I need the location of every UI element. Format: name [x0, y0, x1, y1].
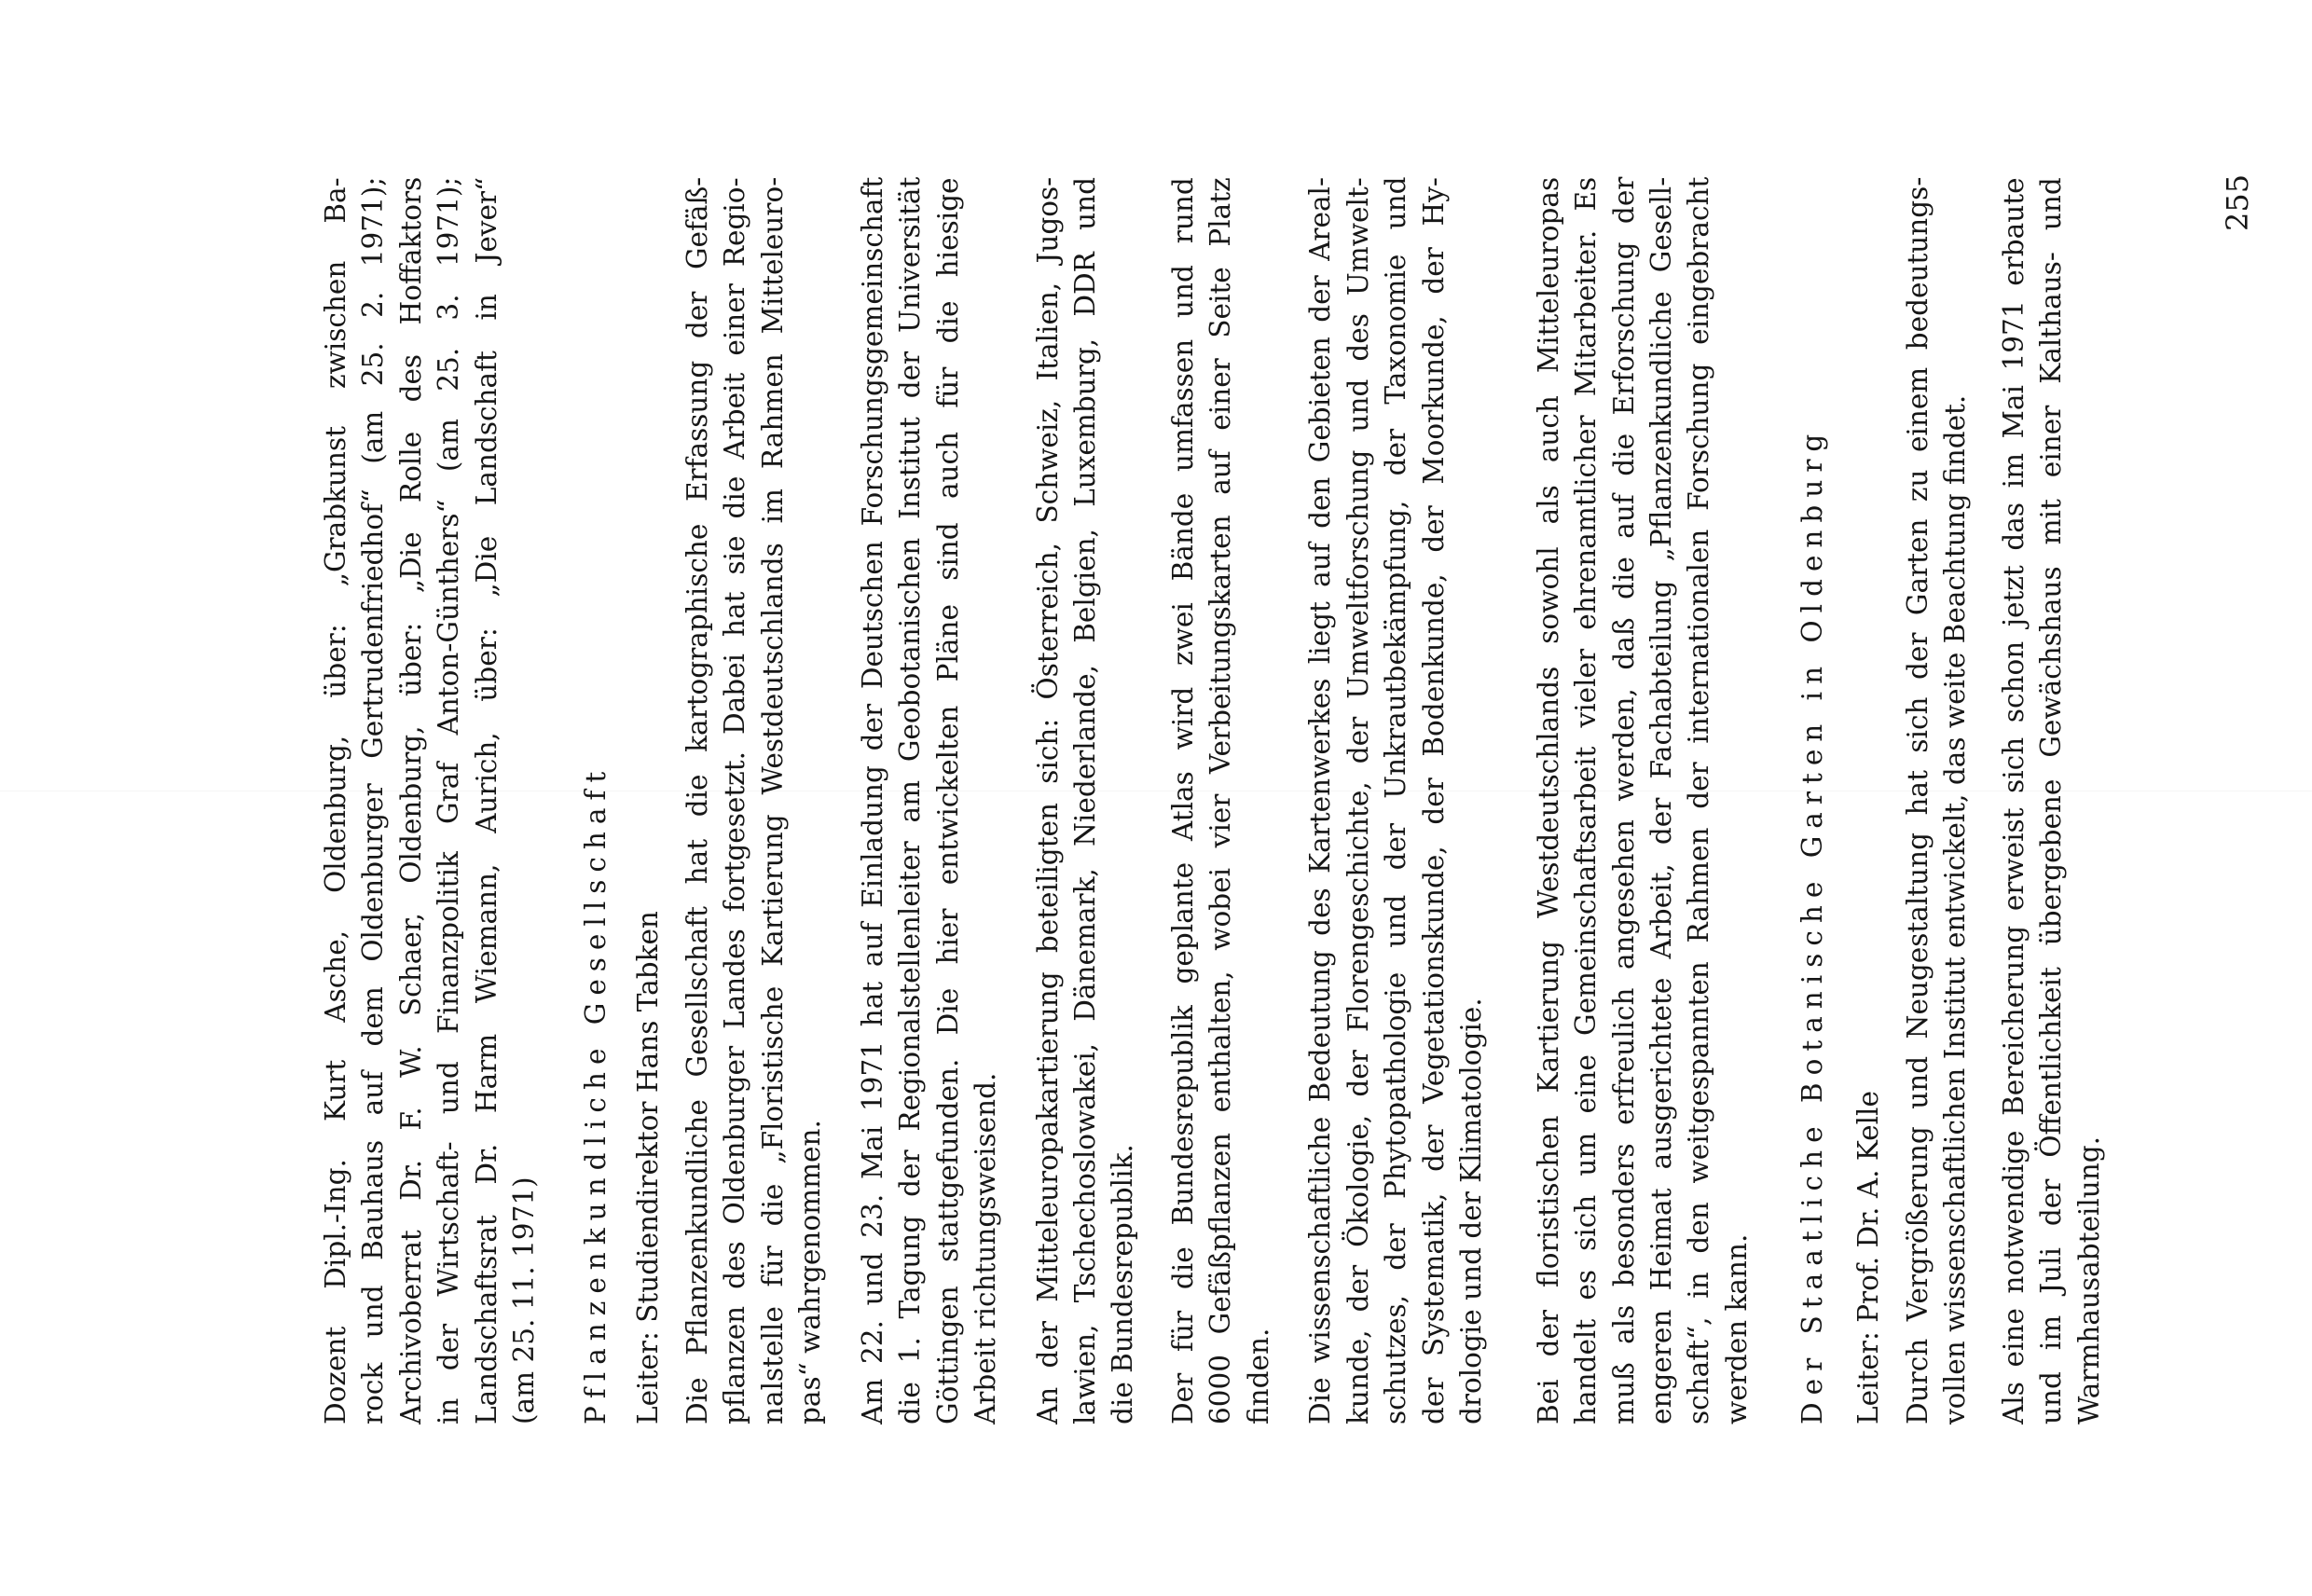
section-heading: Der Staatliche Botanische Garten in Oldenburg: [1796, 426, 1828, 1424]
text-line: Leiter: Studiendirektor Hans Tabken: [632, 911, 664, 1424]
text-line: rock und Bauhaus auf dem Oldenburger Gertrudenfriedhof“ (am 25. 2. 1971);: [357, 176, 389, 1424]
text-line: schutzes, der Phytopathologie und der Unkrautbekämpfung, der Taxonomie und: [1380, 176, 1411, 1424]
text-line: 6000 Gefäßpflanzen enthalten, wobei vier Verbeitungskarten auf einer Seite Platz: [1204, 177, 1236, 1424]
section-heading: Pflanzenkundliche Gesellschaft: [580, 764, 612, 1424]
rotated-text-page: [317, 166, 2255, 1424]
text-line: Am 22. und 23. Mai 1971 hat auf Einladung der Deutschen Forschungsgemeinschaft: [857, 176, 888, 1424]
text-line: drologie und der Klimatologie.: [1455, 998, 1487, 1424]
text-line: Archivoberrat Dr. F. W. Schaer, Oldenburg, über: „Die Rolle des Hoffaktors: [395, 176, 427, 1424]
text-line: in der Wirtschaft- und Finanzpolitik Graf Anton-Günthers“ (am 25. 3. 1971);: [433, 176, 464, 1424]
text-line: finden.: [1243, 1328, 1274, 1424]
text-line: kunde, der Ökologie, der Florengeschichte, der Umweltforschung und des Umwelt-: [1342, 177, 1374, 1424]
page-number: 255: [2220, 173, 2255, 231]
text-line: handelt es sich um eine Gemeinschaftsarbeit vieler ehrenamtlicher Mitarbeiter. Es: [1570, 176, 1602, 1424]
text-line: An der Mitteleuropakartierung beteiligten sich: Österreich, Schweiz, Italien, Jugos-: [1032, 176, 1064, 1424]
text-line: pflanzen des Oldenburger Landes fortgesetzt. Dabei hat sie die Arbeit einer Regio-: [719, 177, 750, 1424]
text-line: Warmhausabteilung.: [2073, 1135, 2105, 1424]
text-line: Bei der floristischen Kartierung Westdeutschlands sowohl als auch Mitteleuropas: [1533, 176, 1564, 1424]
text-line: engeren Heimat ausgerichtete Arbeit, der Fachabteilung „Pflanzenkundliche Gesell-: [1645, 176, 1677, 1424]
text-line: Der für die Bundesrepublik geplante Atlas wird zwei Bände umfassen und rund: [1167, 177, 1199, 1424]
text-line: werden kann.: [1721, 1233, 1753, 1424]
text-line: die Bundesrepublik.: [1107, 1144, 1138, 1424]
text-line: pas“ wahrgenommen.: [794, 1120, 826, 1424]
text-line: Als eine notwendige Bereicherung erweist sich schon jetzt das im Mai 1971 erbaute: [1998, 177, 2030, 1424]
text-line: der Systematik, der Vegetationskunde, der Bodenkunde, der Moorkunde, der Hy-: [1418, 177, 1450, 1424]
text-line: lawien, Tschechoslowakei, Dänemark, Niederlande, Belgien, Luxemburg, DDR und: [1069, 177, 1101, 1424]
text-line: Göttingen stattgefunden. Die hier entwickelten Pläne sind auch für die hiesige: [932, 177, 964, 1424]
text-line: und im Juli der Öffentlichkeit übergebene Gewächshaus mit einer Kalthaus- und: [2035, 177, 2067, 1424]
text-line: nalstelle für die „Floristische Kartierung Westdeutschlands im Rahmen Mitteleuro-: [757, 176, 789, 1424]
text-line: vollen wissenschaftlichen Institut entwickelt, das weite Beachtung findet.: [1939, 394, 1971, 1424]
text-line: Leiter: Prof. Dr. A. Kelle: [1852, 1091, 1884, 1424]
text-line: (am 25. 11. 1971): [508, 1176, 540, 1424]
text-line: muß als besonders erfreulich angesehen werden, daß die auf die Erforschung der: [1608, 176, 1640, 1424]
text-line: Dozent Dipl.-Ing. Kurt Asche, Oldenburg, über: „Grabkunst zwischen Ba-: [320, 177, 351, 1424]
text-line: Landschaftsrat Dr. Harm Wiemann, Aurich, über: „Die Landschaft in Jever“: [471, 176, 502, 1424]
text-line: schaft“, in den weitgespannten Rahmen der internationalen Forschung eingebracht: [1683, 176, 1714, 1424]
text-line: Die wissenschaftliche Bedeutung des Kartenwerkes liegt auf den Gebieten der Areal-: [1304, 177, 1336, 1424]
text-line: die 1. Tagung der Regionalstellenleiter am Geobotanischen Institut der Universität: [894, 176, 926, 1424]
text-line: Durch Vergrößerung und Neugestaltung hat sich der Garten zu einem bedeutungs-: [1902, 176, 1934, 1424]
text-line: Arbeit richtungsweisend.: [970, 1072, 1001, 1424]
text-line: Die Pflanzenkundliche Gesellschaft hat die kartographische Erfassung der Gefäß-: [681, 176, 713, 1424]
